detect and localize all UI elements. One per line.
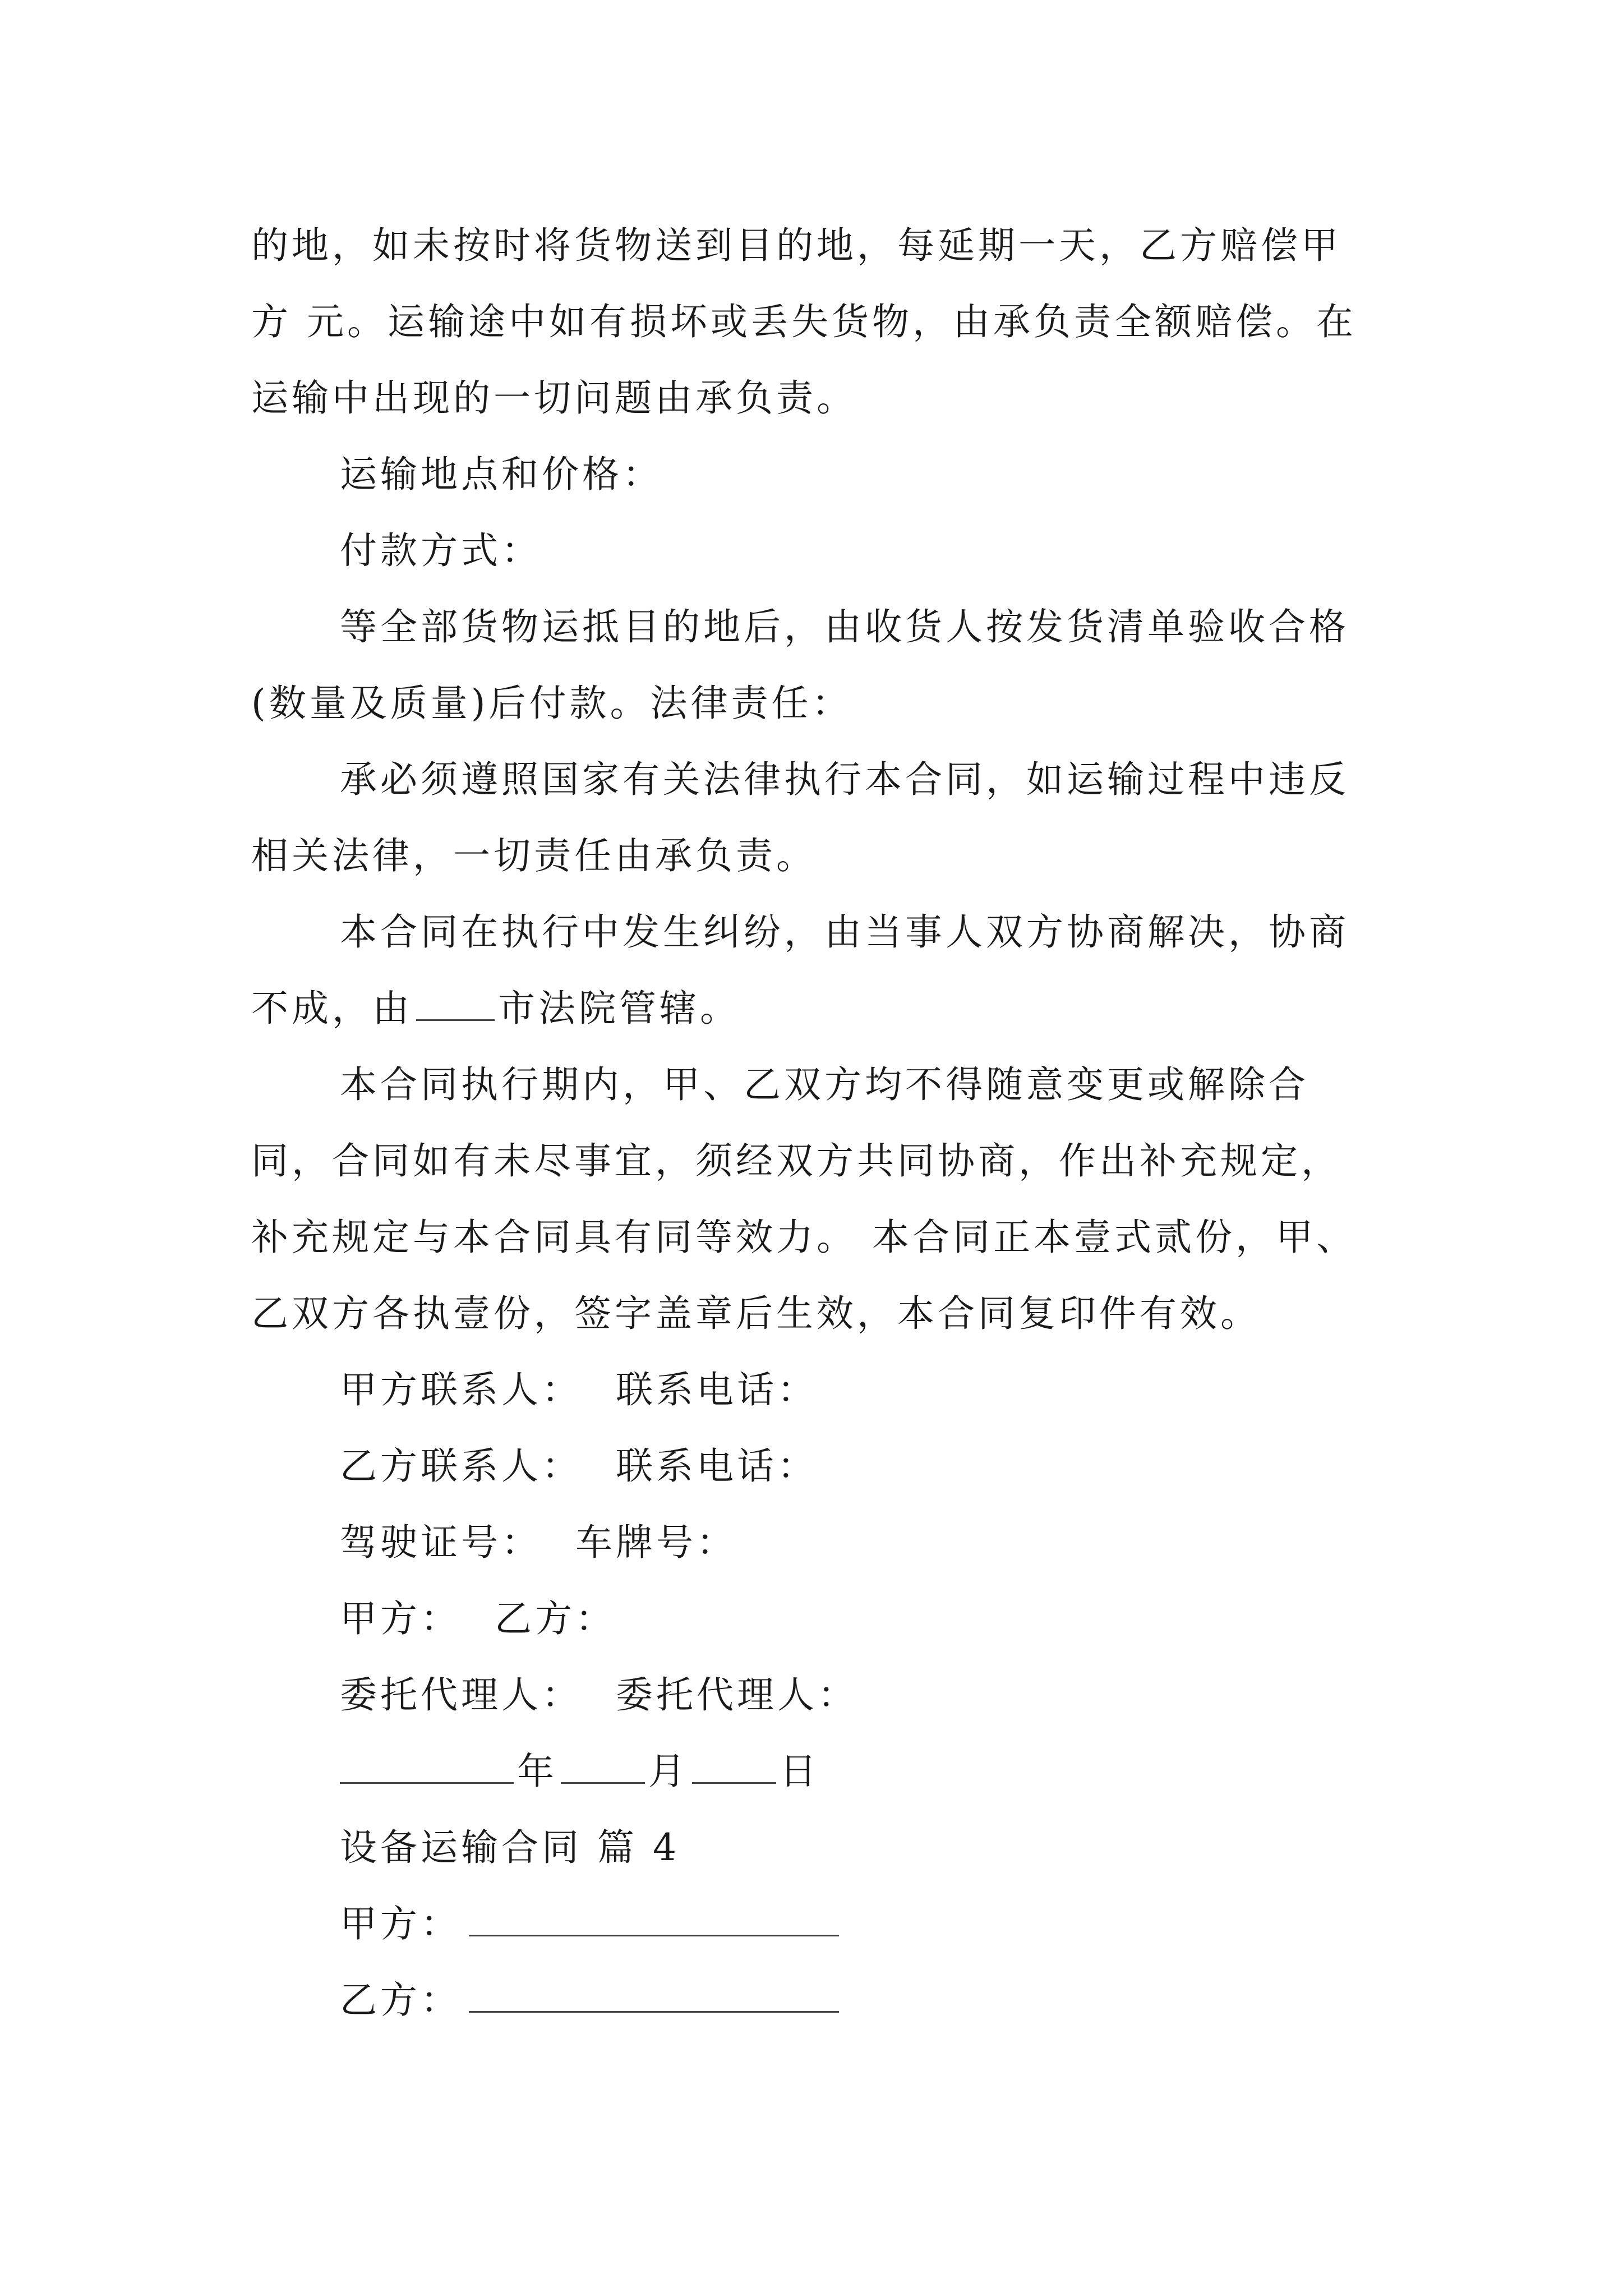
party-a-phone-label: 联系电话： bbox=[616, 1368, 818, 1411]
paragraph-payment-method: 付款方式： bbox=[340, 529, 542, 572]
party-b-signature-label: 乙方： bbox=[495, 1597, 616, 1640]
paragraph-transport-location-price: 运输地点和价格： bbox=[340, 453, 663, 496]
paragraph-legal-compliance: 承必须遵照国家有关法律执行本合同，如运输过程中违反相关法律，一切责任由承负责。 bbox=[251, 758, 1349, 877]
driver-license-plate-row bbox=[251, 1504, 1376, 1581]
paragraph-dispute-resolution bbox=[251, 894, 1376, 1047]
party-a-signature-label: 甲方： bbox=[340, 1597, 461, 1640]
party-b-phone-label: 联系电话： bbox=[616, 1444, 818, 1488]
agent-b-label: 委托代理人： bbox=[616, 1673, 858, 1717]
next-party-a-label: 甲方： bbox=[340, 1902, 461, 1945]
agents-signature-row bbox=[251, 1657, 1376, 1733]
driver-license-label: 驾驶证号： bbox=[340, 1521, 542, 1564]
day-label: 日 bbox=[780, 1750, 820, 1793]
party-a-contact-label: 甲方联系人： bbox=[340, 1368, 582, 1411]
year-label: 年 bbox=[517, 1750, 557, 1793]
party-b-contact-label: 乙方联系人： bbox=[340, 1444, 582, 1488]
month-label: 月 bbox=[648, 1750, 689, 1793]
next-party-b-blank bbox=[469, 1976, 839, 2013]
paragraph-contract-validity: 本合同执行期内，甲、乙双方均不得随意变更或解除合同，合同如有未尽事宜，须经双方共同协商，作出补充规定，补充规定与本合同具有同等效力。 本合同正本壹式贰份，甲、乙双方各执壹份，签字盖章后生效，本合同复印件有效。 bbox=[251, 1063, 1357, 1335]
next-party-a-blank bbox=[469, 1900, 839, 1936]
plate-number-label: 车牌号： bbox=[575, 1521, 737, 1564]
paragraph-payment-terms: 等全部货物运抵目的地后，由收货人按发货清单验收合格(数量及质量)后付款。法律责任： bbox=[251, 605, 1349, 725]
next-party-a-row bbox=[251, 1886, 1376, 1962]
dispute-text-start: 本合同在执行中发生纠纷，由当事人双方协商解决，协商不成，由 bbox=[251, 910, 1349, 1030]
dispute-text-end: 市法院管辖。 bbox=[498, 987, 740, 1030]
section-title: 设备运输合同 篇 4 bbox=[340, 1826, 680, 1869]
year-blank bbox=[340, 1747, 514, 1784]
contract-body bbox=[251, 208, 1376, 2039]
date-row bbox=[251, 1733, 1376, 1810]
day-blank bbox=[692, 1747, 776, 1784]
parties-signature-row bbox=[251, 1581, 1376, 1657]
month-blank bbox=[561, 1747, 645, 1784]
signature-party-a-contact-row bbox=[251, 1352, 1376, 1428]
paragraph-delay-compensation: 的地，如未按时将货物送到目的地，每延期一天，乙方赔偿甲方 元。运输途中如有损坏或丢失货物，由承负责全额赔偿。在运输中出现的一切问题由承负责。 bbox=[251, 224, 1357, 420]
court-city-blank bbox=[416, 984, 495, 1021]
next-party-b-label: 乙方： bbox=[340, 1978, 461, 2022]
signature-party-b-contact-row bbox=[251, 1428, 1376, 1504]
agent-a-label: 委托代理人： bbox=[340, 1673, 582, 1717]
next-party-b-row bbox=[251, 1962, 1376, 2039]
